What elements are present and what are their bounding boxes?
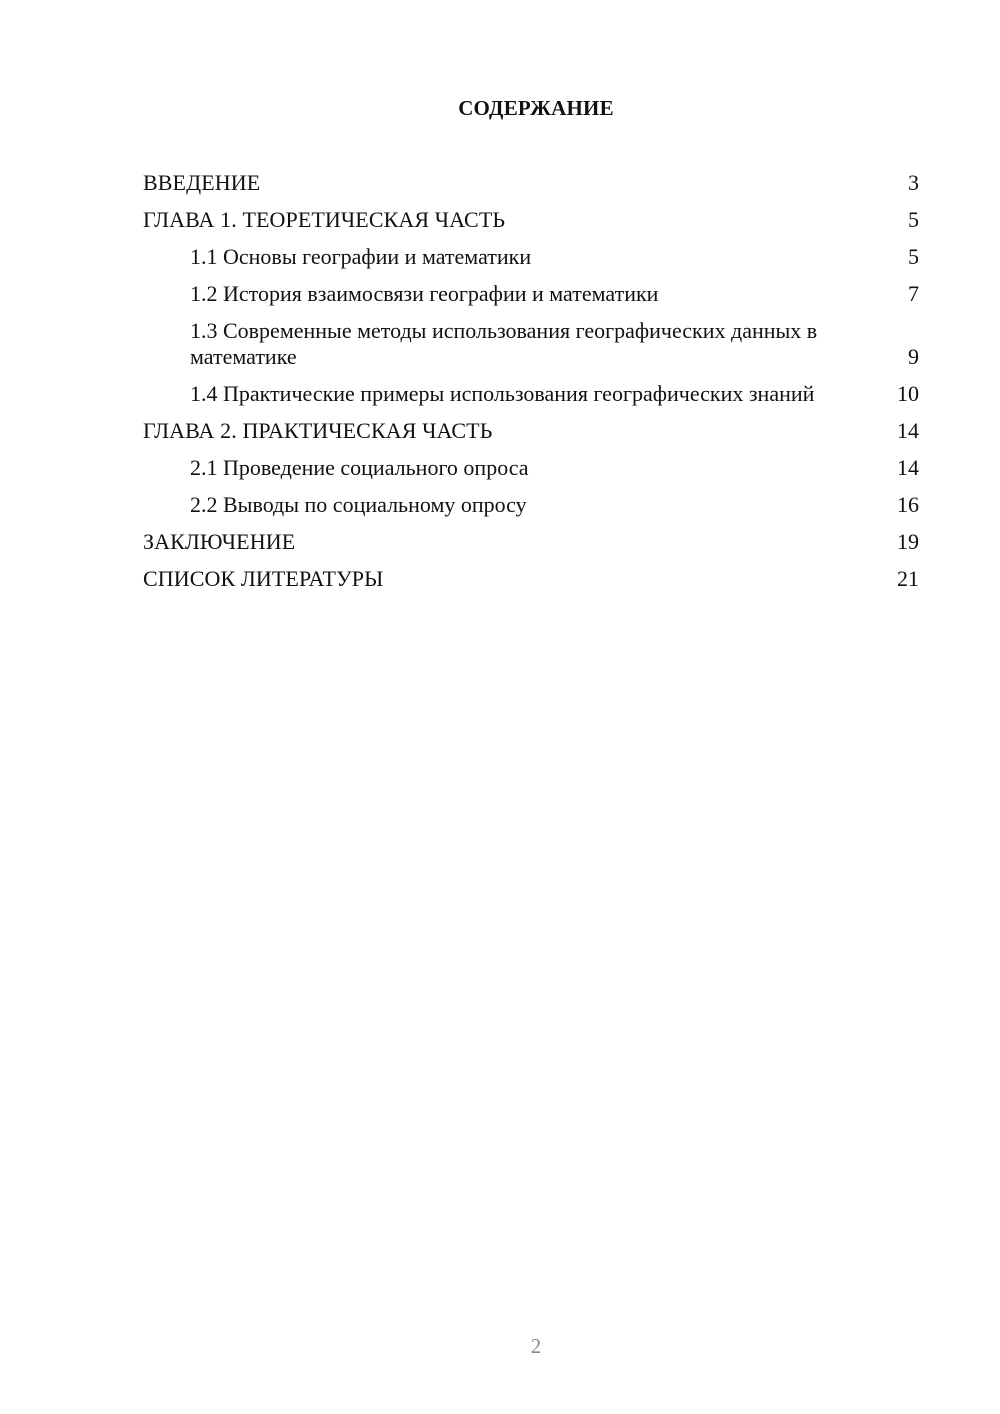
toc-entry-chapter-1 (143, 207, 919, 233)
toc-entry-section-1-3 (143, 318, 919, 370)
toc-entry-text: 2.2 Выводы по социальному опросу (190, 492, 527, 517)
toc-entry-page: 7 (908, 281, 919, 306)
toc-entry-page: 16 (897, 492, 919, 517)
toc-entry-references (143, 566, 919, 592)
page-title: СОДЕРЖАНИЕ (458, 96, 614, 120)
toc-entry-text: 1.2 История взаимосвязи географии и математики (190, 281, 659, 306)
toc-entry-page: 10 (897, 381, 919, 406)
toc-entry-page: 5 (908, 207, 919, 232)
page-number: 2 (530, 1334, 542, 1358)
toc-entry-section-1-2 (143, 281, 919, 307)
toc-entry-text: ВВЕДЕНИЕ (143, 170, 261, 195)
toc-entry-section-2-1 (143, 455, 919, 481)
toc-entry-text: ЗАКЛЮЧЕНИЕ (143, 529, 296, 554)
toc-entry-text: 1.1 Основы географии и математики (190, 244, 532, 269)
toc-entry-text: ГЛАВА 2. ПРАКТИЧЕСКАЯ ЧАСТЬ (143, 418, 493, 443)
toc-entry-page: 14 (897, 455, 919, 480)
toc-entry-text: 2.1 Проведение социального опроса (190, 455, 529, 480)
toc-entry-section-1-1 (143, 244, 919, 270)
toc-entry-conclusion (143, 529, 919, 555)
toc-entry-section-1-4 (143, 381, 919, 407)
toc-entry-page: 5 (908, 244, 919, 269)
toc-entry-chapter-2 (143, 418, 919, 444)
toc-entry-page: 9 (908, 344, 919, 369)
table-of-contents (143, 170, 919, 603)
toc-entry-page: 21 (897, 566, 919, 591)
toc-entry-page: 3 (908, 170, 919, 195)
toc-entry-text: СПИСОК ЛИТЕРАТУРЫ (143, 566, 384, 591)
toc-entry-section-2-2 (143, 492, 919, 518)
toc-entry-page: 14 (897, 418, 919, 443)
toc-entry-text: 1.3 Современные методы использования географических данных в математике (190, 318, 818, 369)
toc-entry-text: ГЛАВА 1. ТЕОРЕТИЧЕСКАЯ ЧАСТЬ (143, 207, 506, 232)
toc-entry-introduction (143, 170, 919, 196)
toc-entry-page: 19 (897, 529, 919, 554)
toc-entry-text: 1.4 Практические примеры использования географических знаний (190, 381, 815, 406)
